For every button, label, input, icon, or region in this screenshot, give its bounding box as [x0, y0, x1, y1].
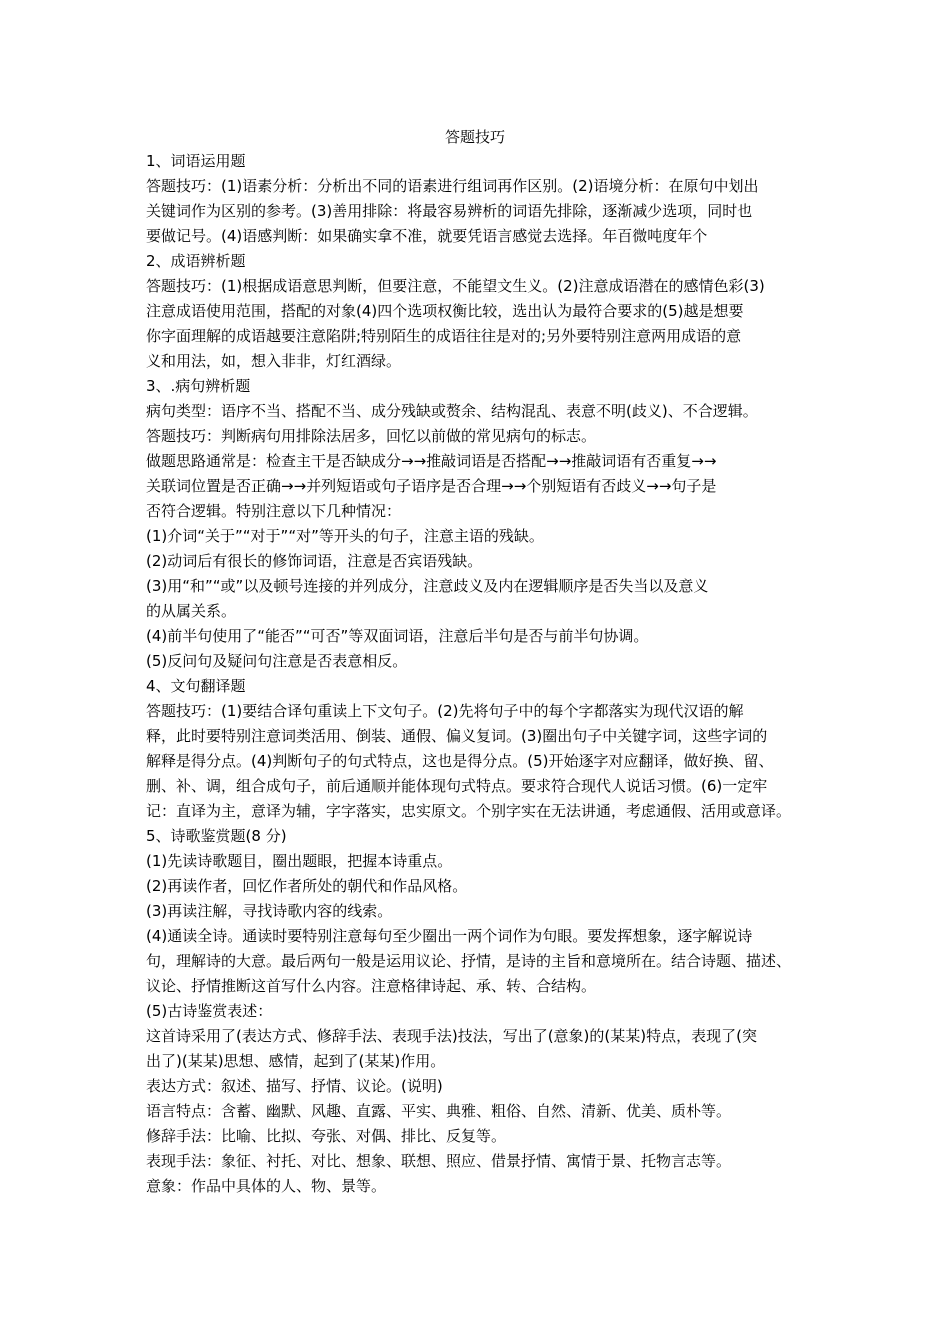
text-line: 删、补、调，组合成句子，前后通顺并能体现句式特点。要求符合现代人说话习惯。(6)一定牢 — [146, 777, 768, 795]
document-title: 答题技巧 — [444, 128, 505, 146]
text-line: (2)再读作者，回忆作者所处的朝代和作品风格。 — [146, 877, 468, 895]
text-line: (4)通读全诗。通读时要特别注意每句至少圈出一两个词作为句眼。要发挥想象，逐字解说诗 — [146, 927, 753, 945]
text-line: (3)再读注解，寻找诗歌内容的线索。 — [146, 902, 393, 920]
text-line: (1)先读诗歌题目，圈出题眼，把握本诗重点。 — [146, 852, 453, 870]
text-line: 这首诗采用了(表达方式、修辞手法、表现手法)技法，写出了(意象)的(某某)特点，表现了(突 — [146, 1027, 757, 1045]
text-line: 答题技巧：(1)要结合译句重读上下文句子。(2)先将句子中的每个字都落实为现代汉语的解 — [146, 702, 744, 720]
text-line: (5)古诗鉴赏表述： — [146, 1002, 273, 1020]
text-line: 解释是得分点。(4)判断句子的句式特点，这也是得分点。(5)开始逐字对应翻译，做好换、留、 — [146, 752, 774, 770]
text-line: 议论、抒情推断这首写什么内容。注意格律诗起、承、转、合结构。 — [146, 977, 597, 995]
text-line: 修辞手法：比喻、比拟、夸张、对偶、排比、反复等。 — [146, 1127, 507, 1145]
text-line: 关键词作为区别的参考。(3)善用排除：将最容易辨析的词语先排除，逐渐减少选项，同时也 — [146, 202, 753, 220]
section-heading-2: 2、成语辨析题 — [146, 252, 246, 270]
section-heading-4: 4、文句翻译题 — [146, 677, 246, 695]
section-heading-1: 1、词语运用题 — [146, 152, 246, 170]
text-line: (4)前半句使用了“能否”“可否”等双面词语，注意后半句是否与前半句协调。 — [146, 627, 649, 645]
text-line: 表现手法：象征、衬托、对比、想象、联想、照应、借景抒情、寓情于景、托物言志等。 — [146, 1152, 732, 1170]
text-line: 义和用法，如，想入非非，灯红酒绿。 — [146, 352, 402, 370]
text-line: 出了)(某某)思想、感情，起到了(某某)作用。 — [146, 1052, 446, 1070]
text-line: 做题思路通常是：检查主干是否缺成分→→推敲词语是否搭配→→推敲词语有否重复→→ — [146, 452, 717, 470]
text-line: 意象：作品中具体的人、物、景等。 — [146, 1177, 387, 1195]
text-line: 答题技巧：(1)根据成语意思判断，但要注意，不能望文生义。(2)注意成语潜在的感情色彩(3) — [146, 277, 765, 295]
text-line: 释，此时要特别注意词类活用、倒装、通假、偏义复词。(3)圈出句子中关键字词，这些字词的 — [146, 727, 768, 745]
text-line: 要做记号。(4)语感判断：如果确实拿不准，就要凭语言感觉去选择。年百微吨度年个 — [146, 227, 708, 245]
text-line: (3)用“和”“或”以及顿号连接的并列成分，注意歧义及内在逻辑顺序是否失当以及意义 — [146, 577, 709, 595]
text-line: 答题技巧：(1)语素分析：分析出不同的语素进行组词再作区别。(2)语境分析：在原句中划出 — [146, 177, 759, 195]
section-heading-3: 3、.病句辨析题 — [146, 377, 251, 395]
document-body — [146, 149, 826, 1199]
text-line: 注意成语使用范围，搭配的对象(4)四个选项权衡比较，选出认为最符合要求的(5)越是想要 — [146, 302, 744, 320]
text-line: 表达方式：叙述、描写、抒情、议论。(说明) — [146, 1077, 443, 1095]
text-line: (5)反问句及疑问句注意是否表意相反。 — [146, 652, 408, 670]
text-line: 句，理解诗的大意。最后两句一般是运用议论、抒情，是诗的主旨和意境所在。结合诗题、描述、 — [146, 952, 792, 970]
text-line: 否符合逻辑。特别注意以下几种情况： — [146, 502, 402, 520]
section-heading-5: 5、诗歌鉴赏题(8 分) — [146, 827, 287, 845]
text-line: 你字面理解的成语越要注意陷阱;特别陌生的成语往往是对的;另外要特别注意两用成语的意 — [146, 327, 742, 345]
text-line: 记：直译为主，意译为辅，字字落实，忠实原文。个别字实在无法讲通，考虑通假、活用或意译。 — [146, 802, 792, 820]
text-line: 答题技巧：判断病句用排除法居多，回忆以前做的常见病句的标志。 — [146, 427, 597, 445]
text-line: (2)动词后有很长的修饰词语，注意是否宾语残缺。 — [146, 552, 483, 570]
text-line: 的从属关系。 — [146, 602, 237, 620]
text-line: (1)介词“关于”“对于”“对”等开头的句子，注意主语的残缺。 — [146, 527, 544, 545]
text-line: 语言特点：含蓄、幽默、风趣、直露、平实、典雅、粗俗、自然、清新、优美、质朴等。 — [146, 1102, 732, 1120]
text-line: 关联词位置是否正确→→并列短语或句子语序是否合理→→个别短语有否歧义→→句子是 — [146, 477, 717, 495]
text-line: 病句类型：语序不当、搭配不当、成分残缺或赘余、结构混乱、表意不明(歧义)、不合逻辑。 — [146, 402, 758, 420]
